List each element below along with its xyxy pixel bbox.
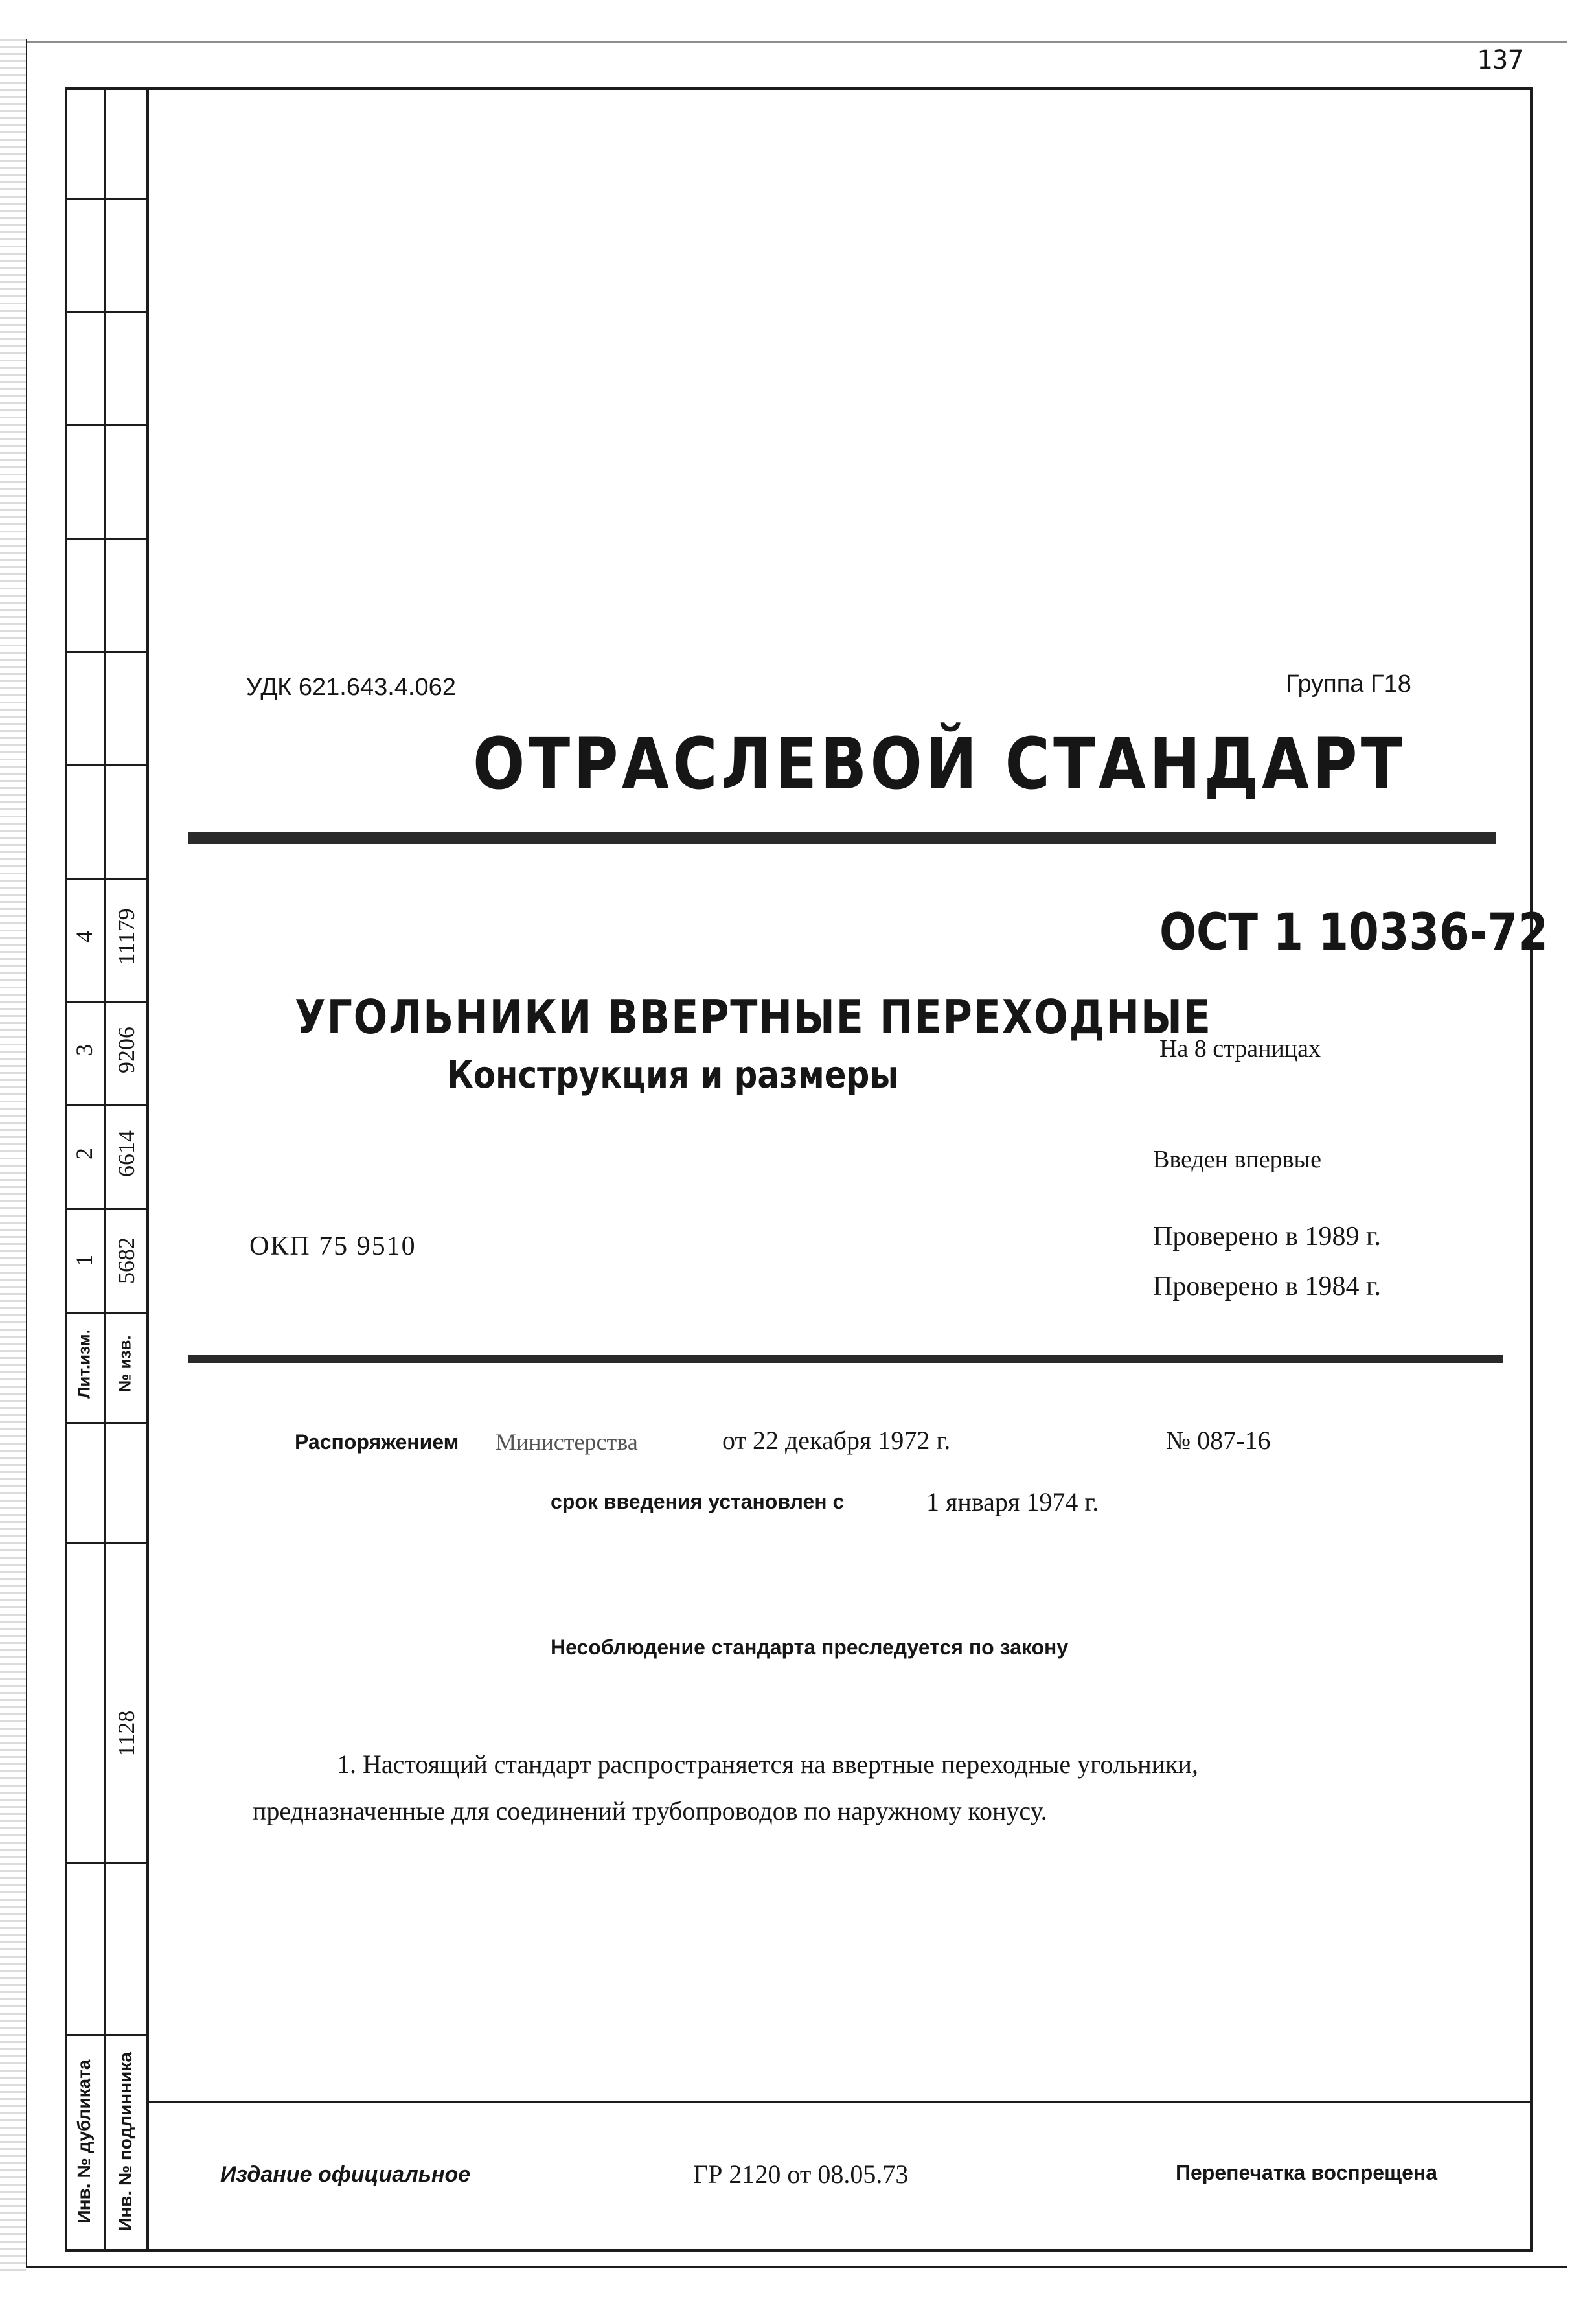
frame-top bbox=[65, 87, 1533, 90]
side-row-rule bbox=[65, 764, 148, 766]
udk-code: УДК 621.643.4.062 bbox=[246, 674, 456, 701]
izv-value: 5682 bbox=[113, 1237, 139, 1284]
checked-1989: Проверено в 1989 г. bbox=[1153, 1222, 1381, 1251]
order-date: от 22 декабря 1972 г. bbox=[722, 1426, 951, 1455]
lit-value: 1 bbox=[71, 1255, 97, 1266]
frame-bottom bbox=[65, 2249, 1533, 2252]
lit-value: 3 bbox=[71, 1044, 97, 1056]
group-code: Группа Г18 bbox=[1286, 670, 1411, 698]
footer-registration: ГР 2120 от 08.05.73 bbox=[693, 2160, 909, 2189]
inv-podl-label: Инв. № подлинника bbox=[115, 2052, 135, 2231]
side-col-divider-2 bbox=[146, 87, 149, 2251]
order-ministry: Министерства bbox=[496, 1429, 638, 1455]
page-number: 137 bbox=[1477, 45, 1524, 75]
paragraph-1-line-2: предназначенные для соединений трубопроводов по наружному конусу. bbox=[253, 1796, 1047, 1825]
okp-code: ОКП 75 9510 bbox=[249, 1231, 416, 1261]
frame-outer-top bbox=[26, 41, 1568, 43]
header-bottom-rule bbox=[188, 1355, 1503, 1363]
footer-reprint-notice: Перепечатка воспрещена bbox=[1176, 2161, 1437, 2184]
paragraph-1-line-1: 1. Настоящий стандарт распространяется на ввертные переходные угольники, bbox=[337, 1750, 1198, 1779]
side-row-rule bbox=[65, 1862, 148, 1864]
footer-rule bbox=[149, 2101, 1533, 2103]
izv-value: 11179 bbox=[113, 908, 139, 965]
side-row-rule bbox=[65, 538, 148, 540]
lit-izm-label: Лит.изм. bbox=[74, 1329, 94, 1399]
checked-1984: Проверено в 1984 г. bbox=[1153, 1272, 1381, 1301]
podl-value: 1128 bbox=[113, 1710, 139, 1757]
lit-value: 2 bbox=[71, 1148, 97, 1160]
frame-outer-bottom bbox=[26, 2266, 1568, 2268]
introduced-note: Введен впервые bbox=[1153, 1146, 1321, 1173]
izv-value: 6614 bbox=[113, 1130, 139, 1177]
order-label: Распоряжением bbox=[295, 1430, 459, 1454]
effective-date: 1 января 1974 г. bbox=[926, 1487, 1099, 1516]
side-row-rule bbox=[65, 1542, 148, 1544]
document-subtitle: Конструкция и размеры bbox=[447, 1053, 899, 1097]
lit-value: 4 bbox=[71, 931, 97, 942]
page-count: На 8 страницах bbox=[1159, 1035, 1321, 1062]
izv-value: 9206 bbox=[113, 1027, 139, 1073]
side-row-rule bbox=[65, 424, 148, 426]
standard-designation: ОСТ 1 10336-72 bbox=[1159, 904, 1548, 962]
law-notice: Несоблюдение стандарта преследуется по закону bbox=[551, 1636, 1069, 1659]
banner-title: ОТРАСЛЕВОЙ СТАНДАРТ bbox=[473, 722, 1406, 805]
izv-label: № изв. bbox=[115, 1335, 135, 1393]
document-title: УГОЛЬНИКИ ВВЕРТНЫЕ ПЕРЕХОДНЫЕ bbox=[295, 990, 1212, 1044]
banner-rule bbox=[188, 832, 1496, 844]
side-row-rule bbox=[65, 311, 148, 313]
scan-edge-noise bbox=[0, 39, 26, 2274]
frame-outer-left bbox=[26, 39, 27, 2267]
side-col-divider-1 bbox=[104, 87, 106, 2251]
footer-official-edition: Издание официальное bbox=[220, 2162, 471, 2187]
side-row-rule bbox=[65, 198, 148, 200]
inv-dup-label: Инв. № дубликата bbox=[74, 2059, 94, 2224]
order-number: № 087-16 bbox=[1166, 1426, 1271, 1455]
frame-right bbox=[1530, 87, 1533, 2251]
side-row-rule bbox=[65, 878, 148, 880]
frame-left bbox=[65, 87, 67, 2251]
side-row-rule bbox=[65, 651, 148, 653]
effective-label: срок введения установлен с bbox=[551, 1490, 845, 1513]
